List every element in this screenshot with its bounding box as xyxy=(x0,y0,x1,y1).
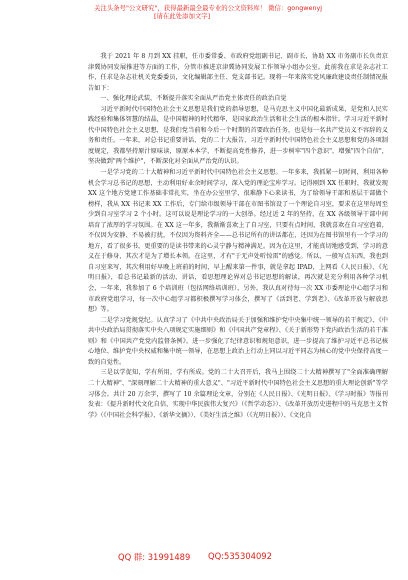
header-banner xyxy=(94,4,394,20)
paragraph-theory: 习近平新时代中国特色社会主义思想是我们党的指导思想，是马克思主义中国化最新成果，是党和人民实践经验和集体智慧的结晶，是中国精神的时代精华，是国家政治生活和社会生活的根本指针。学习习近平新时代中国特色社会主义思想，是我们党当前和今后一个时期的首要政治任务，也是每一名共产党员义不容辞的义务和责任。一年来，对总书记重要讲话、党的二十大报告、习近平新时代中国特色社会主义思想和党的各项制度规定，我都坚持原汁原味读，原原本本学，不断提高党性修养，进一步树牢"四个意识"，增强"四个自信"，坚决做到"两个维护"，不断深化对全面从严治党的认识。 xyxy=(88,105,388,166)
document-body xyxy=(88,52,388,421)
paragraph-point-one: 一是学习党的二十大精神和习近平新时代中国特色社会主义思想。一年多来，我抓紧一切时间，利用各种机会学习总书记的思想，主动利用好业余时间学习，深入党的理论宝库学习。记得刚到 XX 任职时，我就发现 XX 这个地方党建工作基础非常扎实，坐在办公室里学，很难静下心来读书，为了给领导干部和基层干部做个榜样，我从 XX 书记来 XX 工作后，专门给市级领导干部在市图书馆设了一个理论自习室，要求在这里每周至少到自习室学习 2 个小时。这可以说是理论学习的一大创举。经过近 2 年的坚持，在 XX 各级领导干部中间培育了浓厚的学习氛围。在 XX 这一年多，我渐渐喜欢上了自习室，只要有点时间，我就喜欢在自习室泡着，不仅因为安静、不易被打扰，不仅因为资料齐全——总书记所有的讲话都在，还因为在图书馆里有一个学习的地方，看了很多书，更重要的是读书带来的心灵宁静与精神满足。因为在这里，才能真切地感受到，学习的意义在于修身，其次才是为了增长本领。在这里，才有"于无声处听惊雷"的感觉。所以，一般写点东西，我也到自习室来写，其次利用好早晚上班前的时间，早上醒来第一件事，就是拿起 IPAD，上网看《人民日报》、《光明日报》，看总书记最新的活动、讲话，看思想理论界对总书记思想的解读，再次就是充分利用各种学习机会，一年来，我参加了 6 个培训班（包括网络培训班），另外，我认真对待每一次 XX 市委理论中心组学习和市政府党组学习，每一次中心组学习都积极撰写学习体会，撰写了《活到老、学到老》、《改革开放与解放思想》等。 xyxy=(88,169,388,314)
paragraph-intro: 我于 2021 年 8 月到 XX 挂职，任市委常委、市政府党组副书记、副市长，协助 XX 市务副市长负责京津冀协同发展推进等方面的工作，分管市推进京津冀协同发展工作领导小组办公室。此前我在求是杂志社工作，任求是杂志社机关党委委员，文化编辑部主任、党支部书记。现将一年来落实党风廉政建设责任制情况报告如下： xyxy=(88,53,388,92)
banner-line-2: [请在此处添加文字] xyxy=(154,12,211,20)
paragraph-point-two: 二是学习党规党纪。认真学习了《中共中央政治局关于加强和维护党中央集中统一领导的若干规定》、《中共中央政治局贯彻落实中央八项规定实施细则》和《中国共产党章程》、《关于新形势下党内政治生活的若干准则》和《中国共产党党内监督条例》，进一步强化了纪律意识和规矩意识，进一步提高了维护习近平总书记核心地位、维护党中央权威和集中统一领导，在思想上政治上行动上同以习近平同志为核心的党中央保持高度一致的自觉性。 xyxy=(88,316,388,366)
section-heading: 一、强化理论武装，不断提升落实全面从严治党主体责任的政治自觉 xyxy=(100,95,287,103)
footer-qq-group: QQ 群: 31991489 xyxy=(118,552,191,562)
paragraph-point-three: 三是以学促知，学有所用，学有所成。党的二十大召开后，我马上围绕二十大精神撰写了"全面准确理解二十大精神"、"深刻理解二十大精神的重大意义"、"习近平新时代中国特色社会主义思想的重大理论创新"等学习体会。共计 20 万余字，撰写了 10 余篇理论文章，分别在《人民日报》、《光明日报》、《学习时报》等报刊发表：《提升新时代文化自信，实现中华民族伟大复兴》（《哲学动态》）、《改革开放历史进程中的马克思主义哲学》（《中国社会科学报》、《新华文摘》）、《美好生活之维》（《光明日报》）、《文化自 xyxy=(88,369,388,419)
footer-qq: QQ:535304092 xyxy=(208,551,272,561)
banner-line-1: 关注头条号"公文研究"，获得最新最全最专业的公文资料库！ 微信：gongwenyj xyxy=(94,4,323,12)
